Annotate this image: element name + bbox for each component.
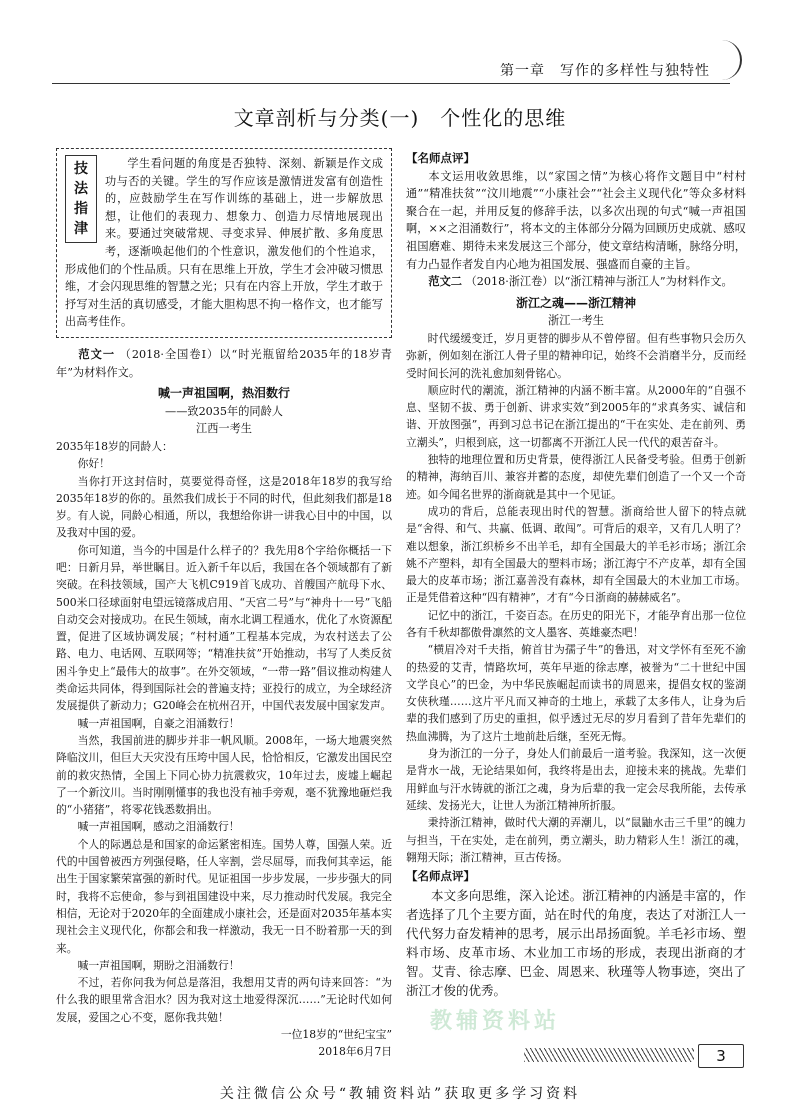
header-bracket-decoration	[722, 40, 742, 80]
essay1-paragraph: 不过，若你问我为何总是落泪，我想用艾青的两句诗来回答：“为什么我的眼里常含泪水？因为我对这土地爱得深沉……”无论时代如何发展，爱国之心不变，愿你我共勉！	[56, 976, 392, 1024]
essay1-date: 2018年6月7日	[318, 1045, 392, 1059]
chapter-title: 第一章 写作的多样性与独特性	[500, 63, 710, 79]
essay1-paragraph: 当你打开这封信时，莫要觉得奇怪，这是2018年18岁的我写给2035年18岁的你的。虽然我们成长于不同的时代，但此刻我们都是18岁。有人说，同龄心相通，所以，我想给你讲一讲我心目中的中国，以及我对中国的爱。	[56, 474, 392, 540]
tip-tag: 技法指津	[65, 155, 97, 243]
essay1-subtitle: ——致2035年的同龄人	[165, 404, 283, 418]
page-number-hatch-decoration	[524, 1048, 694, 1062]
page-number: 3	[698, 1044, 744, 1068]
essay2-author: 浙江一考生	[548, 314, 604, 328]
fanwen2-label: 范文二	[428, 274, 462, 289]
essay1-greeting: 你好！	[77, 457, 110, 471]
essay1-paragraph: 个人的际遇总是和国家的命运紧密相连。国势人尊，国强人荣。近代的中国曾被西方列强侵略，任人宰割，尝尽屈辱，而我何其幸运，能出生于国家繁荣富强的新时代。见证祖国一步步发展，一步步强大的同时，我将不忘使命，参与到祖国建设中来，尽力推动时代发展。我完全相信，无论对于2020年的全面建成小康社会，还是面对2035年基本实现社会主义现代化，你都会和我一样激动，我无一日不盼着那一天的到来。	[56, 837, 392, 955]
header-rule	[52, 83, 730, 84]
essay2-paragraph: “横眉冷对千夫指，俯首甘为孺子牛”的鲁迅，对文学怀有至死不渝的热爱的艾青，情路坎坷，英年早逝的徐志摩，被誉为“二十世纪中国文学良心”的巴金，为中华民族崛起而读书的周恩来，提倡女权的鉴湖女侠秋瑾……这片平凡而又神奇的土地上，承载了太多伟人，让身为后辈的我们感到了历史的重担，似乎透过无尽的岁月看到了昔年先辈们的热血沸腾，为了这片土地前赴后继，至死无悔。	[406, 643, 746, 743]
watermark: 教辅资料站	[430, 1009, 561, 1034]
essay2-paragraph: 成功的背后，总能表现出时代的智慧。浙商给世人留下的特点就是“舍得、和气、共赢、低调、敢闯”。可背后的艰辛，又有几人明了？难以想象，浙江织桥乡不出羊毛，却有全国最大的羊毛衫市场；浙江余姚不产塑料，却有全国最大的塑料市场；浙江海宁不产皮革，却有全国最大的皮革市场；浙江嘉善没有森林，却有全国最大的木业加工市场。正是凭借着这种“四有精神”，才有“今日浙商的赫赫威名”。	[406, 504, 746, 605]
essay1-paragraph: 喊一声祖国啊，自豪之泪涌数行！	[77, 716, 240, 730]
review1-text: 本文运用收敛思维，以“家国之情”为核心将作文题目中“村村通”“精准扶贫”“汶川地震”“小康社会”“社会主义现代化”等众多材料聚合在一起，并用反复的修辞手法，以多次出现的句式“喊一声祖国啊，××之泪涌数行”，将本文的主体部分分隔为回顾历史成就、感叹祖国磨难、期待未来发展这三个部分，使文章结构清晰，脉络分明，有力凸显作者发自内心地为祖国发展、强盛而自豪的主旨。	[406, 169, 746, 271]
essay1-title: 喊一声祖国啊，热泪数行	[157, 386, 290, 401]
essay1-paragraph: 喊一声祖国啊，感动之泪涌数行！	[77, 820, 240, 834]
essay2-title: 浙江之魂——浙江精神	[515, 295, 636, 310]
left-column	[56, 148, 392, 1061]
fanwen1-label: 范文一	[78, 346, 116, 361]
essay2-paragraph: 秉持浙江精神，做时代大潮的弄潮儿，以“鼠鼬水击三千里”的魄力与担当，干在实处，走在前列，勇立潮头，助力精彩人生！浙江的魂，翱翔天际；浙江精神，亘古传扬。	[406, 816, 746, 864]
fanwen2-source: （2018·浙江卷）以“浙江精神与浙江人”为材料作文。	[465, 275, 733, 289]
right-column	[406, 148, 746, 1000]
essay2-paragraph: 身为浙江的一分子，身处人们前最后一道考验。我深知，这一次便是背水一战，无论结果如何，我终将是出去，迎接未来的挑战。先辈们用鲜血与汗水铸就的浙江之魂，身为后辈的我一定会尽我所能，去传承延续、发扬光大，让世人为浙江精神所折服。	[406, 747, 746, 812]
essay1-paragraph: 喊一声祖国啊，期盼之泪涌数行！	[77, 958, 240, 972]
essay1-signature: 一位18岁的“世纪宝宝”	[280, 1028, 392, 1041]
essay2-paragraph: 时代缓缓变迁，岁月更替的脚步从不曾停留。但有些事物只会历久弥新，例如刻在浙江人骨子里的精神印记，始终不会消磨半分，反而经受时间长河的洗礼愈加刻骨铭心。	[406, 331, 746, 380]
essay1-salutation: 2035年18岁的同龄人：	[56, 439, 173, 453]
essay2-paragraph: 记忆中的浙江，千姿百态。在历史的阳光下，才能孕育出那一位位各有千秋却都傲骨凛然的文人墨客、英雄豪杰吧！	[406, 608, 746, 639]
essay1-author: 江西一考生	[196, 422, 252, 436]
fanwen1-source: （2018·全国卷Ⅰ）以“时光瓶留给2035年的18岁青年”为材料作文。	[56, 347, 392, 379]
footer-note: 关注微信公众号“教辅资料站”获取更多学习资料	[219, 1086, 581, 1102]
page-number-block	[524, 1044, 744, 1068]
essay1-paragraph: 你可知道，当今的中国是什么样子的？我先用8个字给你概括一下吧：日新月异，举世瞩目。近入新千年以后，我国在各个领域都有了新突破。在科技领域，国产大飞机C919首飞成功、首艘国产航母下水、500米口径球面射电望远镜落成启用、“天宫二号”与“神舟十一号”飞船自动交会对接成功。在民生领域，南水北调工程通水，优化了水资源配置，促进了区域协调发展；“村村通”工程基本完成，为农村送去了公路、电力、电话网、互联网等；“精准扶贫”开始推动，书写了人类反贫困斗争史上“最伟大的故事”。在外交领域，“一带一路”倡议推动构建人类命运共同体，得到国际社会的普遍支持；亚投行的成立，为全球经济发展提供了新动力；G20峰会在杭州召开，中国代表发展中国家发声。	[56, 543, 392, 713]
review2-text: 本文多向思维，深入论述。浙江精神的内涵是丰富的，作者选择了几个主要方面，站在时代的角度，表达了对浙江人一代代努力奋发精神的思考，展示出昂扬面貌。羊毛衫市场、塑料市场、皮革市场、木业加工市场的形成，表现出浙商的才智。艾青、徐志摩、巴金、周恩来、秋瑾等人物事迹，突出了浙江才俊的优秀。	[406, 887, 746, 998]
tip-box	[56, 148, 392, 338]
essay2-paragraph: 独特的地理位置和历史背景，使得浙江人民备受考验。但勇于创新的精神，海纳百川、兼容并蓄的态度，却使先辈们创造了一个又一个奇迹。如今闻名世界的浙商就是其中一个见证。	[406, 453, 746, 501]
essay2-paragraph: 顺应时代的潮流，浙江精神的内涵不断丰富。从2000年的“自强不息、坚韧不拔、勇于创新、讲求实效”到2005年的“求真务实、诚信和谐、开放图强”，再到习总书记在浙江提出的“干在实处、走在前列、勇立潮头”，归根到底，这一切都离不开浙江人民一代代的艰苦奋斗。	[406, 383, 746, 449]
page-title: 文章剖析与分类(一) 个性化的思维	[233, 106, 567, 130]
review1-label: 【名师点评】	[406, 151, 475, 165]
tip-text: 学生看问题的角度是否独特、深刻、新颖是作文成功与否的关键。学生的写作应该是激情迸发富有创造性的，应鼓励学生在写作训练的基础上，进一步解放思想，让他们的表现力、想象力、创造力尽情地展现出来。要通过突破常规、寻变求异、伸展扩散、多角度思考，逐渐唤起他们的个性意识，激发他们的个性追求，形成他们的个性品质。只有在思维上开放，学生才会冲破习惯思维，才会闪现思维的智慧之光；只有在内容上开放，学生才敢于抒写对生活的真切感受，才能大胆构思不拘一格作文，也才能写出高考佳作。	[65, 157, 383, 329]
page-header	[0, 0, 800, 84]
review2-label: 【名师点评】	[406, 869, 475, 884]
essay1-paragraph: 当然，我国前进的脚步并非一帆风顺。2008年，一场大地震突然降临汶川，但巨大天灾没有压垮中国人民，恰恰相反，它激发出国民空前的救灾热情，全国上下同心协力抗震救灾，10年过去，废墟上崛起了一个新汶川。当时刚刚懂事的我也没有袖手旁观，毫不犹豫地砸烂我的“小猪猪”，将零花钱悉数捐出。	[56, 733, 392, 817]
